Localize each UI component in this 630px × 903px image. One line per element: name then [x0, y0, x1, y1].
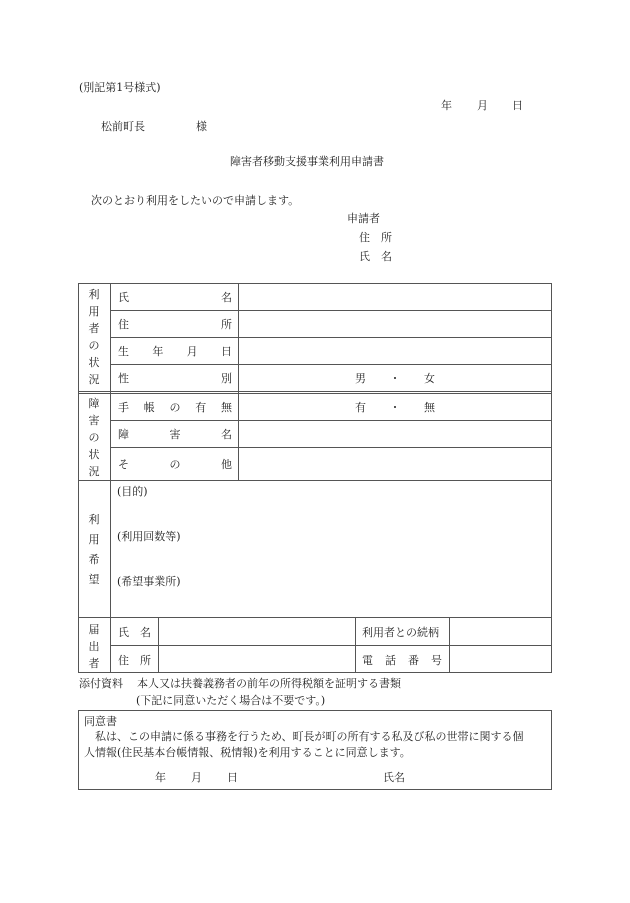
- notifier-phone-label: 電 話 番 号: [362, 654, 442, 667]
- usage-purpose-label: (目的): [117, 485, 148, 498]
- consent-body-line2: 人情報(住民基本台帳情報、税情報)を利用することに同意します。: [84, 746, 411, 759]
- user-name-label: 氏 名: [118, 291, 232, 304]
- usage-provider-label: (希望事業所): [117, 575, 181, 588]
- notifier-address-label: 住 所: [118, 654, 151, 667]
- consent-name-label: 氏名: [383, 771, 405, 784]
- attachment-note: (下記に同意いただく場合は不要です。): [136, 694, 326, 707]
- attachment-text: 本人又は扶養義務者の前年の所得税額を証明する書類: [137, 677, 401, 690]
- user-address-label: 住 所: [118, 318, 232, 331]
- applicant-address-label: 住 所: [359, 231, 392, 244]
- applicant-name-label: 氏 名: [359, 250, 392, 263]
- usage-request-section-label: 利 用 希 望: [88, 513, 100, 586]
- form-number: (別記第1号様式): [79, 81, 161, 94]
- date-year: 年: [441, 99, 452, 112]
- attachment-label: 添付資料: [79, 677, 123, 690]
- notifier-name-label: 氏 名: [118, 626, 151, 639]
- addressee-name: 松前町長: [101, 120, 145, 133]
- consent-heading: 同意書: [84, 715, 117, 728]
- handbook-label: 手 帳 の 有 無: [118, 401, 232, 414]
- disability-status-section-label: 障 害 の 状 況: [88, 397, 100, 478]
- gender-options: 男 ・ 女: [355, 372, 435, 385]
- disability-name-label: 障 害 名: [118, 428, 232, 441]
- date-month: 月: [477, 99, 488, 112]
- consent-month: 月: [191, 771, 202, 784]
- disability-other-label: そ の 他: [118, 458, 232, 471]
- consent-body-line1: 私は、この申請に係る事務を行うため、町長が町の所有する私及び私の世帯に関する個: [84, 730, 524, 743]
- addressee-honorific: 様: [196, 120, 207, 133]
- user-gender-label: 性 別: [118, 372, 232, 385]
- application-table: [78, 283, 552, 673]
- handbook-options: 有 ・ 無: [355, 401, 435, 414]
- notifier-section-label: 届 出 者: [88, 623, 100, 670]
- applicant-heading: 申請者: [347, 212, 380, 225]
- usage-frequency-label: (利用回数等): [117, 530, 181, 543]
- notifier-relation-label: 利用者との続柄: [362, 626, 439, 639]
- date-day: 日: [512, 99, 523, 112]
- user-birthdate-label: 生 年 月 日: [118, 345, 232, 358]
- user-status-section-label: 利 用 者 の 状 況: [88, 288, 100, 386]
- consent-year: 年: [155, 771, 166, 784]
- document-title: 障害者移動支援事業利用申請書: [230, 155, 384, 168]
- intro-text: 次のとおり利用をしたいので申請します。: [91, 194, 300, 207]
- consent-day: 日: [227, 771, 238, 784]
